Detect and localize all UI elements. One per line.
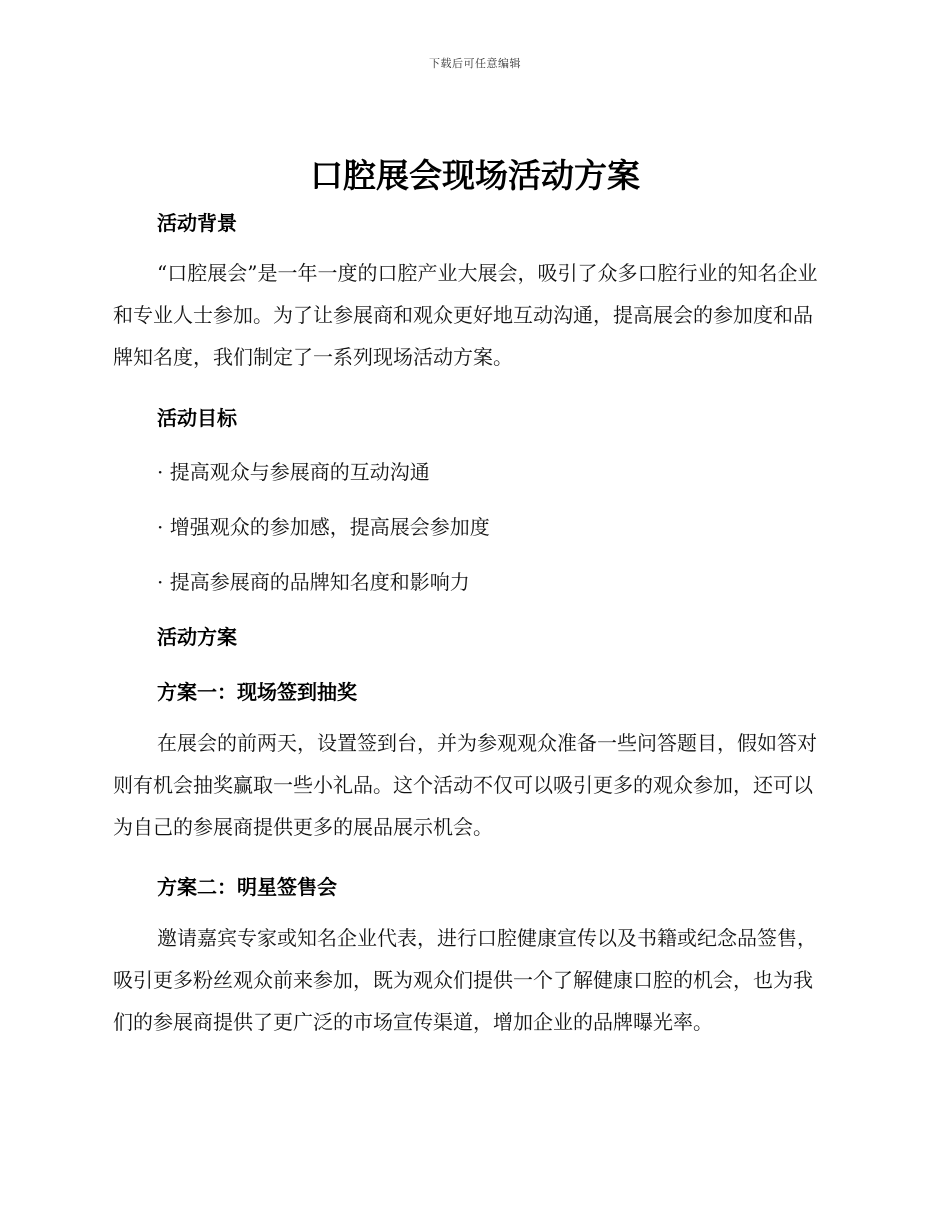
- section-heading-plans: 活动方案: [157, 625, 237, 649]
- paragraph-background: “口腔展会”是一年一度的口腔产业大展会，吸引了众多口腔行业的知名企业和专业人士参加。为了让参展商和观众更好地互动沟通，提高展会的参加度和品牌知名度，我们制定了一系列现场活动方案。: [113, 261, 818, 369]
- goal-item-1: · 提高观众与参展商的互动沟通: [157, 460, 430, 484]
- page-title: 口腔展会现场活动方案: [310, 156, 640, 195]
- plan-2-paragraph: 邀请嘉宾专家或知名企业代表，进行口腔健康宣传以及书籍或纪念品签售，吸引更多粉丝观众前来参加，既为观众们提供一个了解健康口腔的机会，也为我们的参展商提供了更广泛的市场宣传渠道，增加企业的品牌曝光率。: [113, 926, 817, 1034]
- header-note: 下载后可任意编辑: [429, 57, 521, 70]
- plan-2-heading: 方案二：明星签售会: [157, 875, 337, 899]
- section-heading-background: 活动背景: [157, 211, 237, 235]
- section-heading-goals: 活动目标: [157, 406, 237, 430]
- goal-item-3: · 提高参展商的品牌知名度和影响力: [157, 570, 470, 594]
- plan-1-paragraph: 在展会的前两天，设置签到台，并为参观观众准备一些问答题目，假如答对则有机会抽奖赢取一些小礼品。这个活动不仅可以吸引更多的观众参加，还可以为自己的参展商提供更多的展品展示机会。: [113, 731, 817, 839]
- plan-1-heading: 方案一：现场签到抽奖: [157, 680, 357, 704]
- goal-item-2: · 增强观众的参加感，提高展会参加度: [157, 515, 490, 539]
